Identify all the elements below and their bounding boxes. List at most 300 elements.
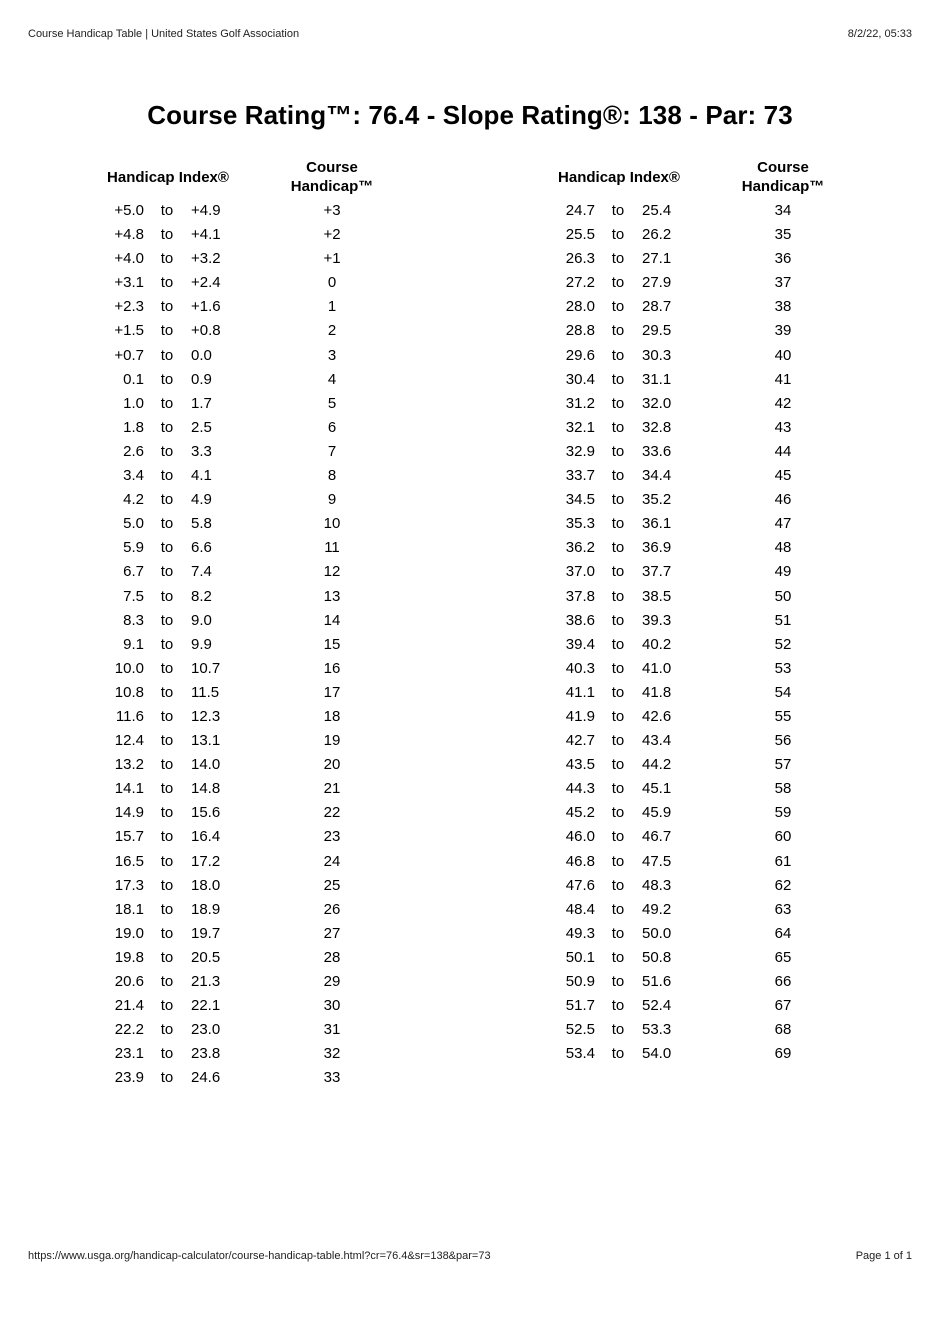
index-from-cell: 9.1 — [123, 635, 144, 653]
to-cell: to — [611, 973, 625, 990]
index-to-cell: 12.3 — [191, 707, 221, 725]
course-handicap-cell: 26 — [323, 900, 341, 918]
index-from-cell: 7.5 — [123, 587, 144, 605]
index-to-cell: 34.4 — [642, 467, 672, 485]
index-from-cell: 15.7 — [114, 828, 144, 846]
index-from-cell: 48.4 — [565, 900, 595, 918]
to-cell: to — [611, 515, 625, 533]
index-to-cell: 14.0 — [191, 756, 221, 774]
index-from-cell: 41.1 — [565, 683, 595, 701]
course-handicap-cell: 41 — [774, 370, 792, 388]
index-from-cell: 12.4 — [114, 732, 144, 750]
index-to-cell: +3.2 — [191, 250, 221, 268]
index-to-cell: 5.8 — [191, 515, 212, 533]
to-cell: to — [611, 539, 625, 557]
index-from-cell: 41.9 — [565, 707, 595, 725]
index-from-cell: 46.8 — [565, 852, 595, 870]
course-handicap-cell: +1 — [323, 250, 341, 268]
index-to-cell: 27.1 — [642, 250, 672, 268]
course-handicap-cell: 27 — [323, 924, 341, 942]
to-cell: to — [611, 948, 625, 966]
to-cell: to — [611, 683, 625, 701]
index-to-cell: 49.2 — [642, 900, 672, 918]
index-from-cell: 1.8 — [123, 418, 144, 436]
course-handicap-cell: 9 — [327, 491, 337, 509]
index-from-cell: 39.4 — [565, 635, 595, 653]
index-from-cell: 21.4 — [114, 997, 144, 1015]
to-cell: to — [611, 250, 625, 268]
index-to-cell: 6.6 — [191, 539, 212, 557]
to-cell: to — [160, 467, 174, 485]
course-handicap-cell: 12 — [323, 563, 341, 581]
index-from-cell: 20.6 — [114, 973, 144, 990]
course-handicap-cell: 29 — [323, 973, 341, 990]
course-handicap-cell: 34 — [774, 202, 792, 219]
index-to-cell: 2.5 — [191, 418, 212, 436]
index-from-cell: 40.3 — [565, 659, 595, 677]
to-cell: to — [160, 948, 174, 966]
index-to-cell: 17.2 — [191, 852, 221, 870]
index-to-cell: 26.2 — [642, 226, 672, 244]
index-to-cell: +0.8 — [191, 322, 221, 340]
course-handicap-cell: 48 — [774, 539, 792, 557]
to-cell: to — [611, 635, 625, 653]
right-index-header: Handicap Index® — [558, 169, 680, 186]
index-from-cell: 50.9 — [565, 973, 595, 990]
course-handicap-cell: 40 — [774, 346, 792, 364]
to-cell: to — [160, 659, 174, 677]
index-to-cell: 36.9 — [642, 539, 672, 557]
index-to-cell: 22.1 — [191, 997, 221, 1015]
to-cell: to — [611, 1021, 625, 1039]
to-cell: to — [611, 202, 625, 219]
to-cell: to — [160, 226, 174, 244]
index-to-cell: +4.9 — [191, 202, 221, 219]
to-cell: to — [611, 346, 625, 364]
index-to-cell: 18.0 — [191, 876, 221, 894]
course-handicap-cell: 67 — [774, 997, 792, 1015]
index-from-cell: 10.0 — [114, 659, 144, 677]
course-handicap-cell: 49 — [774, 563, 792, 581]
index-to-cell: 7.4 — [191, 563, 212, 581]
left-course-header-line1: Course — [306, 159, 358, 176]
index-from-cell: 6.7 — [123, 563, 144, 581]
to-cell: to — [160, 298, 174, 316]
course-handicap-cell: 23 — [323, 828, 341, 846]
index-to-cell: 33.6 — [642, 442, 672, 460]
to-cell: to — [160, 1021, 174, 1039]
course-handicap-cell: 39 — [774, 322, 792, 340]
course-handicap-cell: 3 — [327, 346, 337, 364]
index-from-cell: 23.1 — [114, 1045, 144, 1063]
to-cell: to — [160, 828, 174, 846]
to-cell: to — [160, 418, 174, 436]
to-cell: to — [611, 467, 625, 485]
to-cell: to — [160, 756, 174, 774]
index-to-cell: 45.1 — [642, 780, 672, 798]
course-handicap-cell: 55 — [774, 707, 792, 725]
index-from-cell: 14.9 — [114, 804, 144, 822]
to-cell: to — [160, 346, 174, 364]
index-from-cell: 33.7 — [565, 467, 595, 485]
to-cell: to — [160, 587, 174, 605]
index-to-cell: 3.3 — [191, 442, 212, 460]
index-from-cell: 5.0 — [123, 515, 144, 533]
course-handicap-cell: 32 — [323, 1045, 341, 1063]
course-handicap-cell: 58 — [774, 780, 792, 798]
course-handicap-cell: 6 — [327, 418, 337, 436]
index-from-cell: 11.6 — [115, 707, 144, 725]
index-to-cell: 41.8 — [642, 683, 672, 701]
index-from-cell: 53.4 — [565, 1045, 595, 1063]
to-cell: to — [160, 683, 174, 701]
index-to-cell: 54.0 — [642, 1045, 672, 1063]
index-to-cell: 9.9 — [191, 635, 212, 653]
index-to-cell: 4.1 — [191, 467, 212, 485]
course-handicap-cell: 30 — [323, 997, 341, 1015]
index-from-cell: 44.3 — [565, 780, 595, 798]
index-from-cell: 28.0 — [565, 298, 595, 316]
index-from-cell: 24.7 — [565, 202, 595, 219]
left-index-header: Handicap Index® — [107, 169, 229, 186]
to-cell: to — [611, 418, 625, 436]
index-from-cell: +5.0 — [114, 202, 144, 219]
index-from-cell: 3.4 — [123, 467, 144, 485]
left-course-handicap-header — [272, 158, 392, 196]
index-to-cell: 15.6 — [191, 804, 221, 822]
course-handicap-cell: 68 — [774, 1021, 792, 1039]
course-handicap-cell: 65 — [774, 948, 792, 966]
course-handicap-cell: 46 — [774, 491, 792, 509]
course-handicap-cell: 59 — [774, 804, 792, 822]
index-from-cell: 34.5 — [565, 491, 595, 509]
index-from-cell: 16.5 — [114, 852, 144, 870]
to-cell: to — [160, 202, 174, 219]
index-from-cell: 27.2 — [565, 274, 595, 292]
to-cell: to — [160, 563, 174, 581]
to-cell: to — [160, 611, 174, 629]
index-to-cell: 41.0 — [642, 659, 672, 677]
course-handicap-cell: 25 — [323, 876, 341, 894]
index-to-cell: 28.7 — [642, 298, 672, 316]
course-handicap-cell: 60 — [774, 828, 792, 846]
course-handicap-cell: 13 — [323, 587, 341, 605]
index-from-cell: 0.1 — [123, 370, 144, 388]
index-to-cell: 37.7 — [642, 563, 672, 581]
left-course-header-line2: Handicap™ — [290, 178, 374, 195]
index-from-cell: +0.7 — [114, 346, 144, 364]
course-handicap-cell: 18 — [323, 707, 341, 725]
page-header-title: Course Handicap Table | United States Golf Association — [28, 28, 300, 40]
index-to-cell: 50.0 — [642, 924, 672, 942]
index-from-cell: 37.8 — [565, 587, 595, 605]
course-handicap-cell: 22 — [323, 804, 341, 822]
right-course-header-line2: Handicap™ — [741, 178, 825, 195]
index-to-cell: 32.0 — [642, 394, 672, 412]
to-cell: to — [611, 876, 625, 894]
course-handicap-cell: 61 — [774, 852, 792, 870]
index-from-cell: 46.0 — [565, 828, 595, 846]
course-handicap-cell: 19 — [323, 732, 341, 750]
course-handicap-cell: 66 — [774, 973, 792, 990]
index-from-cell: +3.1 — [114, 274, 144, 292]
to-cell: to — [611, 900, 625, 918]
page-title: Course Rating™: 76.4 - Slope Rating®: 138 - Par: 73 — [147, 100, 793, 130]
index-from-cell: 4.2 — [123, 491, 144, 509]
index-from-cell: 14.1 — [114, 780, 144, 798]
to-cell: to — [160, 322, 174, 340]
index-from-cell: 8.3 — [123, 611, 144, 629]
index-to-cell: 0.0 — [191, 346, 212, 364]
index-to-cell: 53.3 — [642, 1021, 672, 1039]
index-from-cell: 51.7 — [565, 997, 595, 1015]
to-cell: to — [611, 322, 625, 340]
index-from-cell: 1.0 — [123, 394, 144, 412]
course-handicap-cell: 51 — [774, 611, 792, 629]
index-to-cell: 52.4 — [642, 997, 672, 1015]
course-handicap-cell: 21 — [323, 780, 341, 798]
index-to-cell: 51.6 — [642, 973, 672, 990]
index-to-cell: 8.2 — [191, 587, 212, 605]
to-cell: to — [611, 828, 625, 846]
index-to-cell: 32.8 — [642, 418, 672, 436]
course-handicap-cell: 42 — [774, 394, 792, 412]
to-cell: to — [611, 852, 625, 870]
course-handicap-cell: 16 — [323, 659, 341, 677]
course-handicap-cell: 54 — [774, 683, 792, 701]
index-to-cell: 1.7 — [191, 394, 212, 412]
course-handicap-cell: 1 — [327, 298, 337, 316]
course-handicap-cell: 14 — [323, 611, 341, 629]
index-from-cell: 30.4 — [565, 370, 595, 388]
course-handicap-cell: 5 — [327, 394, 337, 412]
index-from-cell: 23.9 — [114, 1069, 144, 1087]
index-to-cell: 30.3 — [642, 346, 672, 364]
index-from-cell: 52.5 — [565, 1021, 595, 1039]
page-header-timestamp: 8/2/22, 05:33 — [847, 28, 912, 40]
to-cell: to — [160, 515, 174, 533]
index-from-cell: 2.6 — [123, 442, 144, 460]
course-handicap-cell: 64 — [774, 924, 792, 942]
course-handicap-cell: 37 — [774, 274, 792, 292]
index-from-cell: 42.7 — [565, 732, 595, 750]
to-cell: to — [611, 659, 625, 677]
to-cell: to — [611, 804, 625, 822]
course-handicap-cell: 7 — [327, 442, 337, 460]
index-from-cell: 32.9 — [565, 442, 595, 460]
index-from-cell: 37.0 — [565, 563, 595, 581]
index-to-cell: 43.4 — [642, 732, 672, 750]
to-cell: to — [160, 732, 174, 750]
course-handicap-cell: 8 — [327, 467, 337, 485]
index-to-cell: 16.4 — [191, 828, 221, 846]
course-handicap-cell: 62 — [774, 876, 792, 894]
index-from-cell: 26.3 — [565, 250, 595, 268]
index-from-cell: 5.9 — [123, 539, 144, 557]
course-handicap-cell: 57 — [774, 756, 792, 774]
index-from-cell: 22.2 — [114, 1021, 144, 1039]
to-cell: to — [160, 876, 174, 894]
index-to-cell: 40.2 — [642, 635, 672, 653]
to-cell: to — [611, 394, 625, 412]
to-cell: to — [160, 539, 174, 557]
course-handicap-cell: 52 — [774, 635, 792, 653]
index-from-cell: 31.2 — [565, 394, 595, 412]
to-cell: to — [160, 707, 174, 725]
index-to-cell: 24.6 — [191, 1069, 221, 1087]
index-to-cell: 4.9 — [191, 491, 212, 509]
index-to-cell: 50.8 — [642, 948, 672, 966]
index-from-cell: 18.1 — [114, 900, 144, 918]
course-handicap-cell: 20 — [323, 756, 341, 774]
index-to-cell: 19.7 — [191, 924, 221, 942]
course-handicap-cell: 17 — [323, 683, 341, 701]
to-cell: to — [160, 491, 174, 509]
index-from-cell: 36.2 — [565, 539, 595, 557]
course-handicap-cell: 0 — [327, 274, 337, 292]
to-cell: to — [611, 226, 625, 244]
index-from-cell: 45.2 — [565, 804, 595, 822]
index-to-cell: 0.9 — [191, 370, 212, 388]
index-to-cell: 11.5 — [191, 683, 220, 701]
to-cell: to — [160, 370, 174, 388]
to-cell: to — [611, 611, 625, 629]
to-cell: to — [611, 442, 625, 460]
to-cell: to — [611, 563, 625, 581]
course-handicap-cell: 35 — [774, 226, 792, 244]
to-cell: to — [160, 973, 174, 990]
index-from-cell: 29.6 — [565, 346, 595, 364]
index-to-cell: 23.0 — [191, 1021, 221, 1039]
index-to-cell: 48.3 — [642, 876, 672, 894]
course-handicap-cell: 11 — [324, 539, 340, 557]
index-to-cell: +4.1 — [191, 226, 221, 244]
to-cell: to — [611, 587, 625, 605]
course-handicap-cell: 4 — [327, 370, 337, 388]
index-from-cell: 43.5 — [565, 756, 595, 774]
course-handicap-cell: 28 — [323, 948, 341, 966]
to-cell: to — [160, 1069, 174, 1087]
to-cell: to — [611, 732, 625, 750]
index-from-cell: 49.3 — [565, 924, 595, 942]
course-handicap-cell: 15 — [323, 635, 341, 653]
index-to-cell: 20.5 — [191, 948, 221, 966]
index-to-cell: 13.1 — [191, 732, 221, 750]
course-handicap-cell: 47 — [774, 515, 792, 533]
index-to-cell: 31.1 — [642, 370, 672, 388]
course-handicap-cell: +2 — [323, 226, 341, 244]
course-handicap-cell: 38 — [774, 298, 792, 316]
to-cell: to — [611, 707, 625, 725]
to-cell: to — [611, 924, 625, 942]
index-from-cell: 35.3 — [565, 515, 595, 533]
index-to-cell: 39.3 — [642, 611, 672, 629]
to-cell: to — [160, 804, 174, 822]
index-to-cell: 9.0 — [191, 611, 212, 629]
index-from-cell: 13.2 — [114, 756, 144, 774]
course-handicap-cell: 53 — [774, 659, 792, 677]
index-from-cell: 38.6 — [565, 611, 595, 629]
to-cell: to — [160, 997, 174, 1015]
to-cell: to — [160, 852, 174, 870]
index-from-cell: 17.3 — [114, 876, 144, 894]
index-to-cell: 27.9 — [642, 274, 672, 292]
right-course-header-line1: Course — [757, 159, 809, 176]
index-from-cell: 50.1 — [565, 948, 595, 966]
course-handicap-cell: 56 — [774, 732, 792, 750]
index-from-cell: 10.8 — [114, 683, 144, 701]
index-to-cell: 38.5 — [642, 587, 672, 605]
index-to-cell: 36.1 — [642, 515, 672, 533]
course-handicap-cell: +3 — [323, 202, 341, 219]
index-from-cell: +4.0 — [114, 250, 144, 268]
to-cell: to — [160, 780, 174, 798]
index-from-cell: +1.5 — [114, 322, 144, 340]
course-handicap-cell: 63 — [774, 900, 792, 918]
to-cell: to — [160, 900, 174, 918]
right-course-handicap-header — [723, 158, 843, 196]
index-to-cell: 44.2 — [642, 756, 672, 774]
to-cell: to — [160, 442, 174, 460]
index-to-cell: 21.3 — [191, 973, 221, 990]
course-handicap-cell: 50 — [774, 587, 792, 605]
to-cell: to — [160, 635, 174, 653]
course-handicap-cell: 31 — [323, 1021, 341, 1039]
to-cell: to — [160, 274, 174, 292]
index-to-cell: 23.8 — [191, 1045, 221, 1063]
to-cell: to — [160, 924, 174, 942]
index-from-cell: 28.8 — [565, 322, 595, 340]
course-handicap-cell: 24 — [323, 852, 341, 870]
index-from-cell: 47.6 — [565, 876, 595, 894]
index-to-cell: +2.4 — [191, 274, 221, 292]
to-cell: to — [611, 1045, 625, 1063]
index-to-cell: 29.5 — [642, 322, 672, 340]
index-to-cell: 35.2 — [642, 491, 672, 509]
course-handicap-cell: 33 — [323, 1069, 341, 1087]
page-footer-page-number: Page 1 of 1 — [855, 1250, 912, 1262]
course-handicap-cell: 43 — [774, 418, 792, 436]
index-to-cell: 42.6 — [642, 707, 672, 725]
course-handicap-cell: 36 — [774, 250, 792, 268]
index-to-cell: 18.9 — [191, 900, 221, 918]
course-handicap-cell: 44 — [774, 442, 792, 460]
index-to-cell: 25.4 — [642, 202, 672, 219]
index-from-cell: 19.8 — [114, 948, 144, 966]
index-from-cell: 32.1 — [565, 418, 595, 436]
to-cell: to — [160, 394, 174, 412]
index-from-cell: +2.3 — [114, 298, 144, 316]
course-handicap-cell: 45 — [774, 467, 792, 485]
to-cell: to — [160, 250, 174, 268]
to-cell: to — [611, 491, 625, 509]
to-cell: to — [611, 274, 625, 292]
course-handicap-cell: 2 — [327, 322, 337, 340]
page-footer-url: https://www.usga.org/handicap-calculator/course-handicap-table.html?cr=76.4&sr=138&par=73 — [28, 1250, 491, 1262]
to-cell: to — [160, 1045, 174, 1063]
to-cell: to — [611, 370, 625, 388]
course-handicap-cell: 10 — [323, 515, 341, 533]
index-to-cell: 47.5 — [642, 852, 672, 870]
index-to-cell: +1.6 — [191, 298, 221, 316]
index-to-cell: 45.9 — [642, 804, 672, 822]
index-from-cell: +4.8 — [114, 226, 144, 244]
index-from-cell: 25.5 — [565, 226, 595, 244]
to-cell: to — [611, 756, 625, 774]
index-to-cell: 10.7 — [191, 659, 221, 677]
index-to-cell: 14.8 — [191, 780, 221, 798]
to-cell: to — [611, 298, 625, 316]
